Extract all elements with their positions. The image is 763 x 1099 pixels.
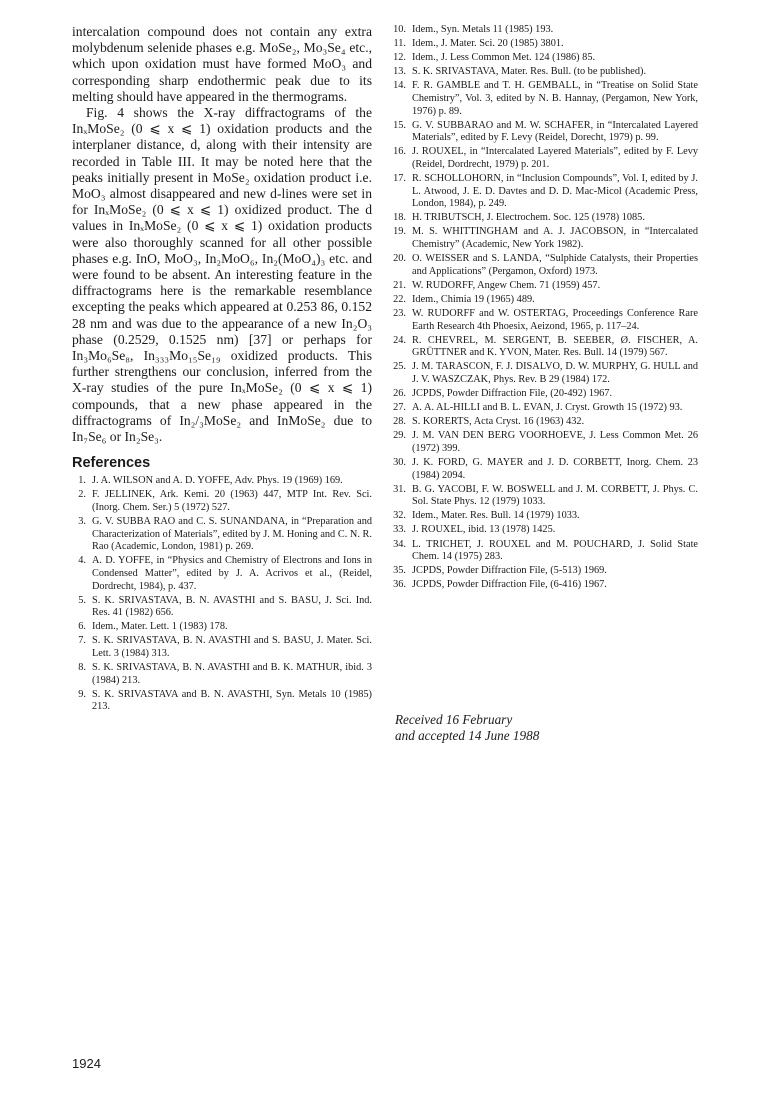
reference-item: [392, 416, 698, 429]
reference-number: 3.: [78, 516, 86, 528]
reference-number: 18.: [393, 212, 406, 224]
reference-text: Idem., J. Less Common Met. 124 (1986) 85.: [412, 52, 596, 64]
reference-number: 15.: [393, 119, 406, 131]
reference-item: [72, 475, 372, 488]
reference-text: F. R. GAMBLE and T. H. GEMBALL, in “Treatise on Solid State Chemistry”, Vol. 3, edited by N. B. Hannay, (Pergamon, New York, 1976) p. 89.: [412, 80, 698, 117]
reference-text: G. V. SUBBARAO and M. W. SCHAFER, in “Intercalated Layered Materials”, edited by F. Levy (Reidel, Dorecht, 1979) p. 99.: [412, 119, 698, 144]
reference-text: Idem., Mater. Lett. 1 (1983) 178.: [92, 621, 228, 633]
reference-list-left: [72, 475, 372, 714]
reference-number: 31.: [393, 483, 406, 495]
received-line: Received 16 February: [395, 712, 513, 727]
reference-item: [392, 24, 698, 37]
reference-item: [392, 388, 698, 401]
reference-text: R. SCHOLLOHORN, in “Inclusion Compounds”, Vol. I, edited by J. L. Atwood, J. E. D. Davtes and D. D. Mac-Micol (Academic Press, London, 1984), p. 249.: [412, 173, 698, 210]
reference-text: M. S. WHITTINGHAM and A. J. JACOBSON, in “Intercalated Chemistry” (Academic, New York 1982).: [412, 226, 698, 250]
reference-text: J. M. VAN DEN BERG VOORHOEVE, J. Less Common Met. 26 (1972) 399.: [412, 430, 698, 454]
reference-item: [72, 489, 372, 514]
reference-text: J. ROUXEL, in “Intercalated Layered Materials”, edited by F. Levy (Reidel, Dordrecht, 1979) p. 201.: [412, 146, 698, 170]
accepted-line: and accepted 14 June 1988: [395, 728, 540, 743]
reference-number: 19.: [393, 226, 406, 238]
reference-text: A. D. YOFFE, in “Physics and Chemistry of Electrons and Ions in Condensed Matter”, edited by J. A. Acrivos et al., (Reidel, Dordrecht, 1984), p. 437.: [92, 555, 372, 592]
reference-text: Idem., Mater. Res. Bull. 14 (1979) 1033.: [412, 510, 580, 522]
reference-text: W. RUDORFF and W. OSTERTAG, Proceedings Conference Rare Earth Research 4th Phoesix, Aeizond, 1965, p. 117–24.: [412, 307, 698, 332]
reference-text: S. K. SRIVASTAVA, B. N. AVASTHI and S. BASU, J. Mater. Sci. Lett. 3 (1984) 313.: [92, 635, 372, 659]
reference-text: JCPDS, Powder Diffraction File, (20-492) 1967.: [412, 388, 613, 400]
right-column: [392, 24, 698, 593]
reference-item: [72, 516, 372, 554]
reference-number: 27.: [393, 402, 406, 414]
reference-item: [72, 662, 372, 687]
reference-item: [392, 66, 698, 79]
reference-text: H. TRIBUTSCH, J. Electrochem. Soc. 125 (1978) 1085.: [412, 212, 645, 224]
reference-number: 33.: [393, 524, 406, 536]
reference-text: S. K. SRIVASTAVA, B. N. AVASTHI and B. K. MATHUR, ibid. 3 (1984) 213.: [92, 662, 372, 686]
reference-item: [392, 226, 698, 251]
reference-item: [392, 146, 698, 171]
reference-item: [392, 212, 698, 225]
reference-number: 16.: [393, 146, 406, 158]
reference-item: [392, 120, 698, 145]
reference-text: S. K. SRIVASTAVA, B. N. AVASTHI and S. BASU, J. Sci. Ind. Res. 41 (1982) 656.: [92, 594, 372, 619]
page-number: 1924: [72, 1056, 101, 1071]
reference-item: [392, 539, 698, 564]
reference-number: 23.: [393, 307, 406, 319]
reference-text: A. A. AL-HILLI and B. L. EVAN, J. Cryst. Growth 15 (1972) 93.: [412, 402, 683, 414]
reference-number: 7.: [78, 635, 86, 647]
reference-item: [392, 565, 698, 578]
reference-item: [72, 621, 372, 634]
reference-number: 12.: [393, 52, 406, 64]
reference-text: Idem., Chimia 19 (1965) 489.: [412, 293, 535, 305]
reference-item: [392, 430, 698, 455]
reference-item: [392, 253, 698, 278]
reference-number: 30.: [393, 457, 406, 468]
body-paragraph-2: Fig. 4 shows the X-ray diffractograms of the InₓMoSe₂ (0 ⩽ x ⩽ 1) oxidation products and the interplaner distance, d, along with their intensity are recorded in Table III. It may be noted here that the peaks initially present in MoSe₂ oxidation product i.e. MoO₃ almost disappeared and new d-lines were set in for InₓMoSe₂ (0 ⩽ x ⩽ 1) oxidized product. The d values in InₓMoSe₂ (0 ⩽ x ⩽ 1) oxidation products were also thoroughly scanned for all other possible phases e.g. InO, MoO₃, In₂MoO₆, In₂(MoO₄)₃ etc. and were found to be absent. An interesting feature in the diffractograms here is the remarkable resemblance excepting the peaks which appeared at 0.253 86, 0.152 28 nm and was due to the appearance of a new In₂O₃ phase (0.2529, 0.1525 nm) [37] or perhaps for In₃Mo₆Se₈, In₃₃₃Mo₁₅Se₁₉ oxidized products. This further strengthens our conclusion, inferred from the X-ray studies of the pure InₓMoSe₂ (0 ⩽ x ⩽ 1) compounds, that a new phase appeared in the diffractograms of In₂/₃MoSe₂ and InMoSe₂ due to In₇Se₆ or In₂Se₃.: [72, 105, 372, 445]
reference-item: [392, 524, 698, 537]
reference-number: 1.: [78, 475, 86, 487]
reference-text: S. K. SRIVASTAVA and B. N. AVASTHI, Syn. Metals 10 (1985) 213.: [92, 688, 372, 713]
reference-number: 2.: [78, 489, 86, 501]
reference-text: G. V. SUBBA RAO and C. S. SUNANDANA, in “Preparation and Characterization of Materials”, edited by J. M. Honing and C. N. R. Rao (Academic, London, 1981) p. 269.: [92, 516, 372, 553]
reference-number: 4.: [78, 555, 86, 567]
reference-item: [392, 80, 698, 118]
reference-item: [392, 361, 698, 386]
reference-number: 20.: [393, 253, 406, 265]
reference-number: 25.: [393, 361, 406, 373]
reference-text: J. M. TARASCON, F. J. DISALVO, D. W. MURPHY, G. HULL and J. V. WASZCZAK, Phys. Rev. B 29 (1984) 172.: [412, 361, 698, 385]
reference-number: 32.: [393, 510, 406, 522]
reference-text: W. RUDORFF, Angew Chem. 71 (1959) 457.: [412, 279, 601, 291]
reference-item: [392, 52, 698, 65]
reference-number: 11.: [393, 38, 406, 50]
reference-text: J. ROUXEL, ibid. 13 (1978) 1425.: [412, 524, 556, 536]
reference-item: [72, 635, 372, 660]
reference-number: 35.: [393, 565, 406, 577]
left-column: [72, 24, 372, 715]
reference-number: 17.: [393, 173, 406, 185]
received-date: [395, 712, 539, 744]
reference-text: F. JELLINEK, Ark. Kemi. 20 (1963) 447, MTP Int. Rev. Sci. (Inorg. Chem. Ser.) 5 (1972) 527.: [92, 489, 372, 513]
reference-text: JCPDS, Powder Diffraction File, (6-416) 1967.: [412, 579, 607, 591]
reference-item: [392, 280, 698, 293]
reference-number: 9.: [78, 688, 86, 700]
reference-text: Idem., J. Mater. Sci. 20 (1985) 3801.: [412, 38, 564, 50]
reference-text: JCPDS, Powder Diffraction File, (5-513) 1969.: [412, 565, 607, 577]
reference-text: O. WEISSER and S. LANDA, “Sulphide Catalysts, their Properties and Applications” (Pergamon, Oxford) 1973.: [412, 253, 698, 277]
reference-number: 13.: [393, 66, 406, 78]
reference-number: 29.: [393, 430, 406, 442]
reference-number: 22.: [393, 293, 406, 305]
reference-item: [392, 294, 698, 307]
reference-item: [392, 173, 698, 211]
reference-item: [392, 308, 698, 333]
reference-number: 34.: [393, 538, 406, 550]
reference-text: Idem., Syn. Metals 11 (1985) 193.: [412, 24, 554, 35]
reference-item: [72, 595, 372, 620]
reference-item: [72, 555, 372, 593]
reference-item: [392, 402, 698, 415]
reference-text: S. K. SRIVASTAVA, Mater. Res. Bull. (to be published).: [412, 66, 647, 78]
reference-number: 8.: [78, 662, 86, 674]
reference-number: 26.: [393, 388, 406, 400]
reference-text: J. A. WILSON and A. D. YOFFE, Adv. Phys. 19 (1969) 169.: [92, 475, 343, 487]
reference-item: [392, 579, 698, 592]
reference-item: [392, 484, 698, 509]
reference-text: B. G. YACOBI, F. W. BOSWELL and J. M. CORBETT, J. Phys. C. Sol. State Phys. 12 (1979) 1033.: [412, 483, 698, 508]
reference-text: S. KORERTS, Acta Cryst. 16 (1963) 432.: [412, 416, 585, 428]
reference-text: L. TRICHET, J. ROUXEL and M. POUCHARD, J. Solid State Chem. 14 (1975) 283.: [412, 538, 698, 563]
reference-number: 36.: [393, 579, 406, 591]
reference-text: J. K. FORD, G. MAYER and J. D. CORBETT, Inorg. Chem. 23 (1984) 2094.: [412, 457, 698, 481]
references-heading: References: [72, 455, 151, 472]
reference-number: 10.: [393, 24, 406, 35]
reference-number: 14.: [393, 80, 406, 92]
reference-number: 21.: [393, 279, 406, 291]
reference-number: 6.: [78, 621, 86, 633]
reference-number: 28.: [393, 416, 406, 428]
reference-item: [392, 335, 698, 360]
reference-item: [392, 38, 698, 51]
reference-number: 24.: [393, 334, 406, 346]
reference-item: [72, 689, 372, 714]
reference-item: [392, 457, 698, 482]
body-paragraph-1: intercalation compound does not contain any extra molybdenum selenide phases e.g. MoSe₂, Mo₃Se₄ etc., which upon oxidation must have formed MoO₃ and corresponding sharp endothermic peak due to its melting should have appeared in the thermograms.: [72, 24, 372, 104]
reference-number: 5.: [78, 594, 86, 606]
reference-item: [392, 510, 698, 523]
reference-list-right: [392, 24, 698, 592]
reference-text: R. CHEVREL, M. SERGENT, B. SEEBER, Ø. FISCHER, A. GRÜTTNER and K. YVON, Mater. Res. Bull. 14 (1979) 567.: [412, 334, 698, 359]
